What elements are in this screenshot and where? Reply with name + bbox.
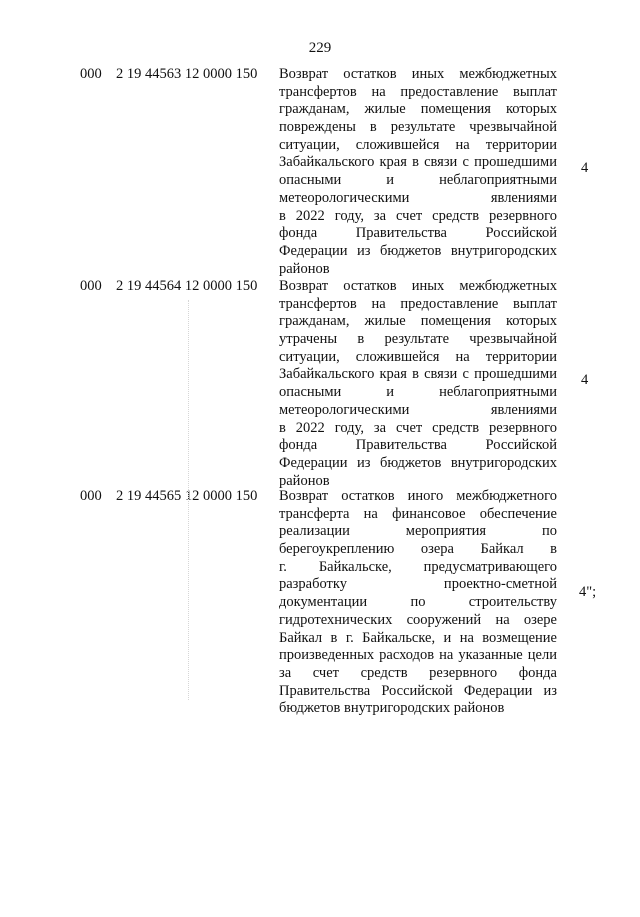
description-line: Возврат остатков иного межбюджетного (279, 488, 557, 504)
table-row (0, 278, 640, 493)
description-line: Федерации из бюджетов внутригородских (279, 242, 557, 259)
table-row (0, 66, 640, 281)
description-line: трансфертов на предоставление выплат (279, 83, 557, 100)
amount-value: 4"; (579, 584, 597, 600)
description-line: гидротехнических сооружений на озере (279, 611, 557, 628)
kbk-code: 2 19 44563 12 0000 150 (116, 66, 258, 82)
description-line: Байкал в г. Байкальске, и на возмещение (279, 629, 557, 646)
description-line: опасными и неблагоприятными (279, 384, 557, 401)
row-description (279, 66, 557, 278)
description-line: Возврат остатков иных межбюджетных (279, 278, 557, 294)
description-line: бюджетов внутригородских районов (279, 700, 505, 717)
page-number: 229 (308, 40, 332, 56)
table-row (0, 488, 640, 720)
description-line: Возврат остатков иных межбюджетных (279, 66, 557, 82)
description-line: в 2022 году, за счет средств резервного (279, 419, 557, 436)
description-line: фонда Правительства Российской (279, 437, 557, 454)
description-line: реализации мероприятия по (279, 523, 557, 540)
description-line: гражданам, жилые помещения которых (279, 101, 557, 118)
description-line: за счет средств резервного фонда (279, 664, 557, 681)
amount-value: 4 (581, 160, 589, 176)
description-line: метеорологическими явлениями (279, 401, 557, 418)
kbk-code: 2 19 44565 12 0000 150 (116, 488, 258, 504)
description-line: в 2022 году, за счет средств резервного (279, 207, 557, 224)
description-line: ситуации, сложившейся на территории (279, 348, 557, 365)
description-line: опасными и неблагоприятными (279, 172, 557, 189)
description-line: гражданам, жилые помещения которых (279, 313, 557, 330)
admin-code: 000 (80, 488, 102, 504)
description-line: г. Байкальске, предусматривающего (279, 558, 557, 575)
amount-value: 4 (581, 372, 589, 388)
description-line: трансфертов на предоставление выплат (279, 295, 557, 312)
description-line: Забайкальского края в связи с прошедшими (279, 154, 557, 171)
row-description (279, 488, 557, 718)
row-description (279, 278, 557, 490)
description-line: Забайкальского края в связи с прошедшими (279, 366, 557, 383)
description-line: районов (279, 472, 330, 489)
description-line: фонда Правительства Российской (279, 225, 557, 242)
admin-code: 000 (80, 66, 102, 82)
description-line: утрачены в результате чрезвычайной (279, 331, 557, 348)
description-line: Федерации из бюджетов внутригородских (279, 454, 557, 471)
description-line: районов (279, 260, 330, 277)
description-line: трансферта на финансовое обеспечение (279, 505, 557, 522)
description-line: повреждены в результате чрезвычайной (279, 119, 557, 136)
scan-artifact-divider (188, 300, 190, 700)
description-line: произведенных расходов на указанные цели (279, 647, 557, 664)
description-line: Правительства Российской Федерации из (279, 682, 557, 699)
description-line: метеорологическими явлениями (279, 189, 557, 206)
description-line: ситуации, сложившейся на территории (279, 136, 557, 153)
description-line: документации по строительству (279, 594, 557, 611)
admin-code: 000 (80, 278, 102, 294)
description-line: разработку проектно-сметной (279, 576, 557, 593)
kbk-code: 2 19 44564 12 0000 150 (116, 278, 258, 294)
description-line: берегоукреплению озера Байкал в (279, 541, 557, 558)
